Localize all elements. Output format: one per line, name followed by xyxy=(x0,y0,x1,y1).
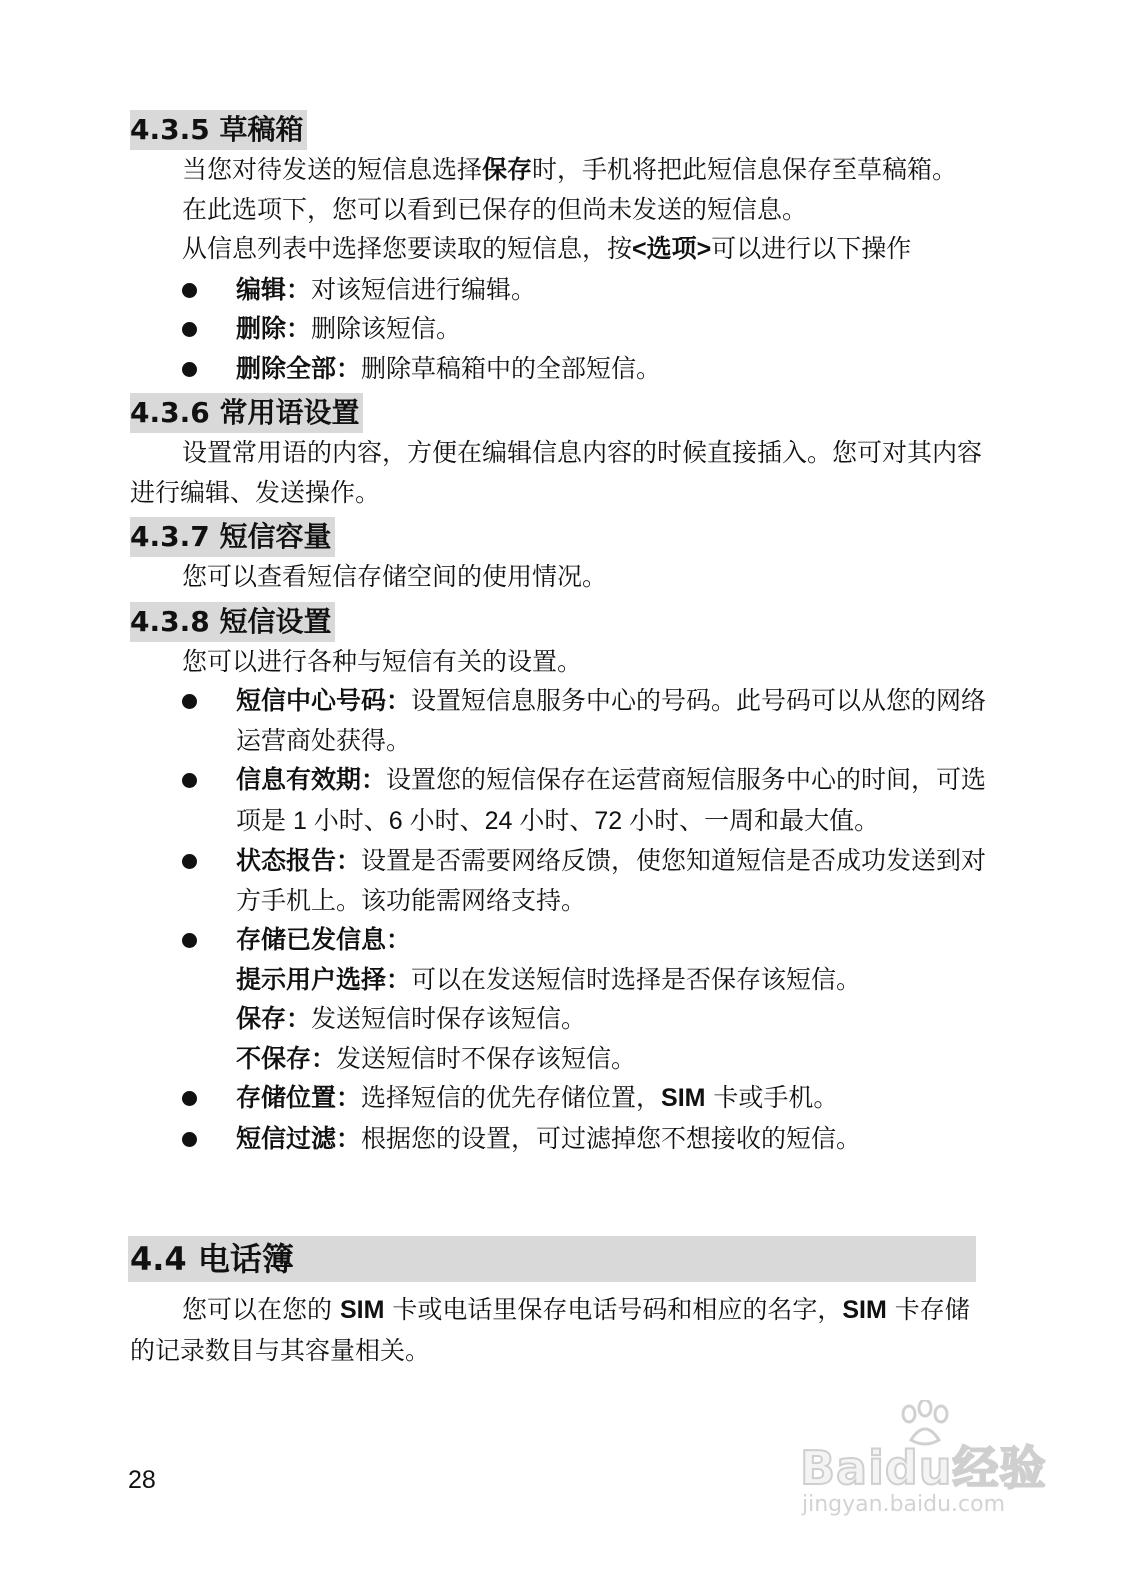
paragraph-draft-list xyxy=(130,229,992,270)
item-term: 删除： xyxy=(236,314,312,343)
item-desc-a: 选择短信的优先存储位置， xyxy=(361,1083,662,1112)
text-phonebook-a: 您可以在您的 xyxy=(182,1295,340,1324)
item-desc: 根据您的设置，可过滤掉您不想接收的短信。 xyxy=(361,1123,862,1153)
page-number: 28 xyxy=(128,1466,156,1494)
sub-item-term: 不保存： xyxy=(236,1043,337,1073)
heading-4-3-6: 4.3.6 常用语设置 xyxy=(130,393,363,433)
item-desc-b: 卡或手机。 xyxy=(705,1083,839,1112)
item-term: 删除全部： xyxy=(236,353,362,383)
draft-options-list xyxy=(130,270,992,389)
paragraph-phonebook xyxy=(130,1290,992,1370)
list-item xyxy=(130,349,992,389)
text-sim-2: SIM xyxy=(842,1296,887,1324)
bullet-icon xyxy=(182,322,197,337)
paragraph-draft-option: 在此选项下，您可以看到已保存的但尚未发送的短信息。 xyxy=(182,194,808,224)
list-item xyxy=(130,841,992,920)
list-item xyxy=(130,760,992,841)
text-draft-intro-a: 当您对待发送的短信息选择 xyxy=(182,155,483,184)
text-phonebook-c: 卡存储的记录数目与其容量相关。 xyxy=(130,1295,970,1365)
item-term: 信息有效期： xyxy=(236,765,387,794)
baidu-watermark xyxy=(800,1400,1060,1540)
sub-item xyxy=(236,1039,992,1079)
paragraph-settings-intro: 您可以进行各种与短信有关的设置。 xyxy=(182,646,583,676)
sub-item xyxy=(236,999,992,1039)
item-desc: 设置您的短信保存在运营商短信服务中心的时间，可选项是 1 小时、6 小时、24 小时、72 小时、一周和最大值。 xyxy=(236,766,987,835)
text-phonebook-b: 卡或电话里保存电话号码和相应的名字， xyxy=(384,1295,843,1324)
text-draft-list-a: 从信息列表中选择您要读取的短信息，按 xyxy=(182,234,633,263)
item-term: 短信过滤： xyxy=(236,1123,362,1153)
bullet-icon xyxy=(182,694,197,709)
sub-item-desc: 发送短信时保存该短信。 xyxy=(311,1004,587,1033)
watermark-brand: Baidu经验 xyxy=(800,1441,1047,1495)
item-desc: 设置短信息服务中心的号码。此号码可以从您的网络运营商处获得。 xyxy=(236,686,987,755)
text-draft-save-keyword: 保存 xyxy=(482,155,533,184)
watermark-url: jingyan.baidu.com xyxy=(802,1492,1006,1517)
heading-4-3-8: 4.3.8 短信设置 xyxy=(130,602,335,642)
item-term: 短信中心号码： xyxy=(236,686,412,715)
list-item xyxy=(130,309,992,349)
item-term: 状态报告： xyxy=(236,846,362,875)
sub-item-desc: 可以在发送短信时选择是否保存该短信。 xyxy=(411,964,862,994)
text-draft-intro-b: 时，手机将把此短信息保存至草稿箱。 xyxy=(532,155,958,184)
bullet-icon xyxy=(182,933,197,948)
item-term: 编辑： xyxy=(236,274,312,304)
bullet-icon xyxy=(182,1091,197,1106)
item-desc-sim: SIM xyxy=(661,1084,706,1112)
item-desc: 对该短信进行编辑。 xyxy=(311,274,537,304)
paragraph-capacity: 您可以查看短信存储空间的使用情况。 xyxy=(182,562,608,591)
list-item xyxy=(130,1119,992,1159)
text-draft-list-b: 可以进行以下操作 xyxy=(711,234,912,263)
document-page xyxy=(130,110,992,1370)
bullet-icon xyxy=(182,283,197,298)
item-term: 存储已发信息： xyxy=(236,925,412,954)
item-desc: 删除草稿箱中的全部短信。 xyxy=(361,353,662,383)
list-item xyxy=(130,920,992,1078)
paragraph-draft-intro xyxy=(130,150,992,190)
text-draft-options-keyword: <选项> xyxy=(632,235,712,263)
sub-item-term: 保存： xyxy=(236,1004,312,1033)
bullet-icon xyxy=(182,362,197,377)
list-item xyxy=(130,1078,992,1119)
text-sim-1: SIM xyxy=(339,1296,385,1324)
item-term: 存储位置： xyxy=(236,1083,362,1112)
bullet-icon xyxy=(182,1132,197,1147)
list-item xyxy=(130,270,992,310)
heading-4-4: 4.4 电话簿 xyxy=(128,1236,976,1282)
heading-4-3-5: 4.3.5 草稿箱 xyxy=(130,110,307,150)
sub-item-term: 提示用户选择： xyxy=(236,964,412,994)
item-desc: 删除该短信。 xyxy=(311,314,462,343)
sub-item-desc: 发送短信时不保存该短信。 xyxy=(336,1043,637,1073)
sub-item xyxy=(236,960,992,1000)
bullet-icon xyxy=(182,854,197,869)
bullet-icon xyxy=(182,773,197,788)
heading-4-3-7: 4.3.7 短信容量 xyxy=(130,517,335,557)
list-item xyxy=(130,681,992,760)
paragraph-phrases: 设置常用语的内容，方便在编辑信息内容的时候直接插入。您可对其内容进行编辑、发送操作。 xyxy=(130,438,983,507)
settings-list xyxy=(130,681,992,1158)
item-desc: 设置是否需要网络反馈，使您知道短信是否成功发送到对方手机上。该功能需网络支持。 xyxy=(236,846,987,915)
